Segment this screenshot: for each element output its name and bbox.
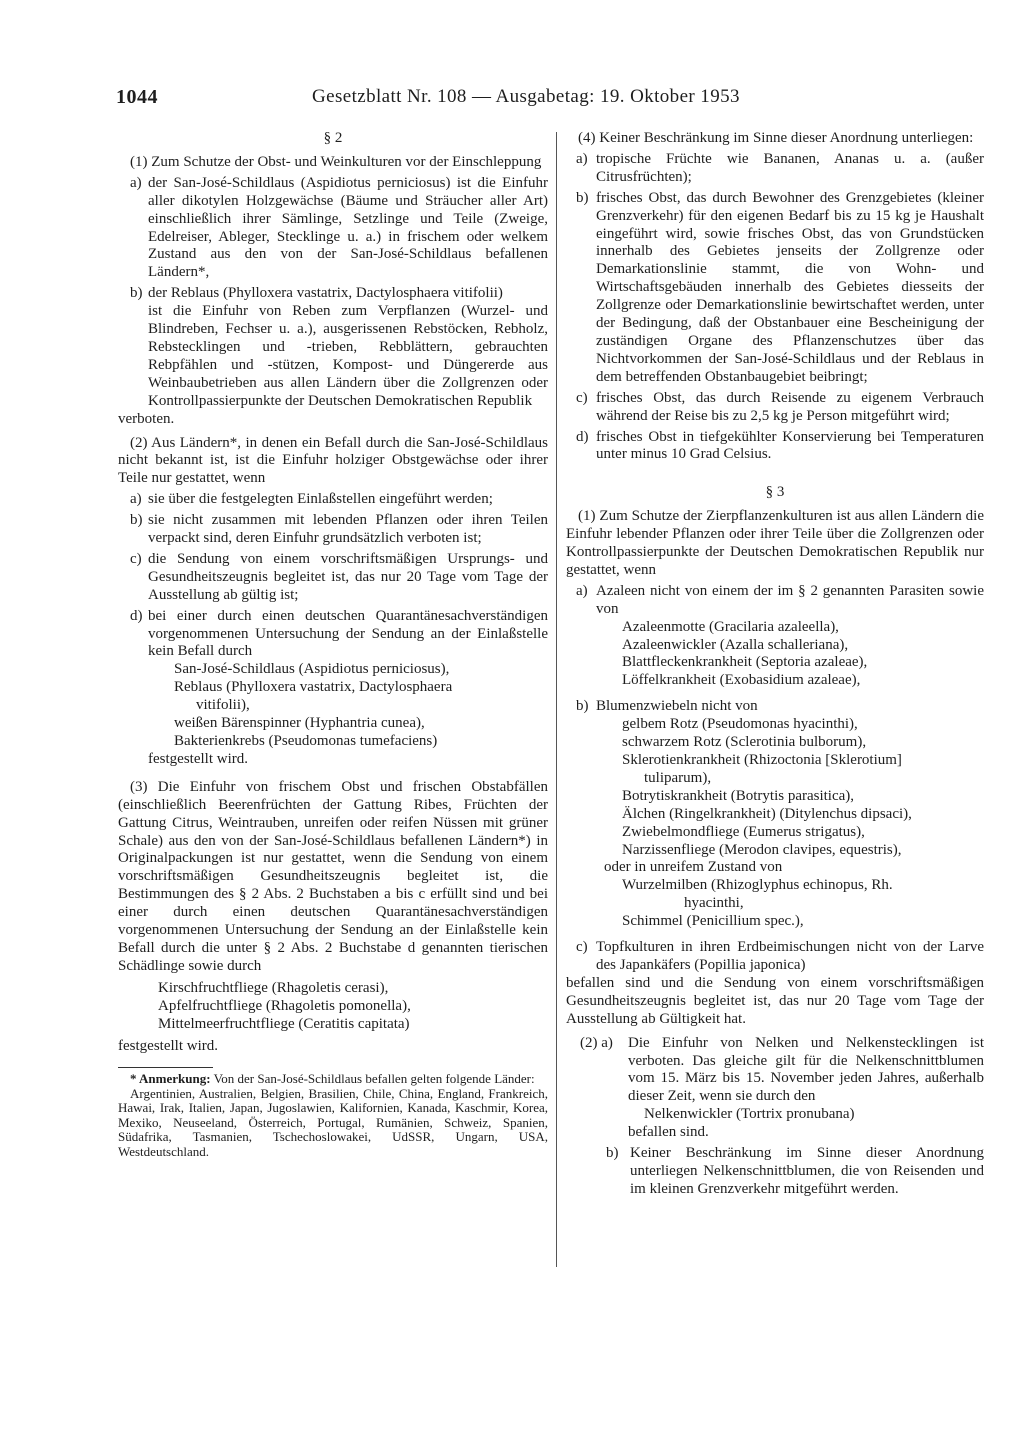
list-item [118,608,548,662]
paragraph-2-3: (3) Die Einfuhr von frischem Obst und frischen Obstabfällen (einschließlich Beerenfrüchten der Gattung Ribes, Früchten der Gattung Citrus, Weintrauben, unreifen oder reifen Nüssen mit grüner Schale) aus den von der San-José-Schildlaus befallenen Ländern*) in Originalpackungen ist nur gestattet, wenn die Sendung von einem vorschriftsmäßigen Gesundheitszeugnis begleitet ist, die Bestimmungen des § 2 Abs. 2 Buchstaben a bis c erfüllt sind und bei einer durch einen deutschen Quarantänesachverständigen vorgenommenen Untersuchung der Sendung an der Einlaßstelle kein Befall durch die unter § 2 Abs. 2 Buchstabe d genannten tierischen Schädlinge sowie durch [118,778,548,974]
item-text: der Reblaus (Phylloxera vastatrix, Dactylosphaera vitifolii) [148,285,503,302]
pest-entry: Schimmel (Penicillium spec.), [622,913,804,930]
item-label: a) [576,582,588,599]
paragraph-end: festgestellt wird. [118,1037,218,1054]
pest-entry: Zwiebelmondfliege (Eumerus strigatus), [622,823,865,840]
footnote-countries: Argentinien, Australien, Belgien, Brasilien, Chile, China, England, Frankreich, Hawai, Irak, Italien, Japan, Jugoslawien, Kalifornien, Kanada, Kaschmir, Korea, Mexiko, Neuseeland, Österreich, Portugal, Rumänien, Schweiz, Spanien, Südafrika, Tasmanien, Tschechoslowakei, UdSSR, Ungarn, USA, Westdeutschland. [118,1085,548,1159]
item-text: frisches Obst, das durch Reisende zu eigenem Verbrauch während der Reise bis zu 2,5 kg je Person mitgeführt wird; [596,389,984,424]
list-item [118,285,548,303]
pest-entry: weißen Bärenspinner (Hyphantria cunea), [174,715,425,732]
pest-entry: Reblaus (Phylloxera vastatrix, Dactylosphaera [174,679,453,696]
list-item [566,939,984,975]
item-label: b) [130,512,143,529]
footnote-label: * Anmerkung: [130,1071,211,1087]
pest-entry: Bakterienkrebs (Pseudomonas tumefaciens) [174,733,438,749]
list-item [566,1145,984,1199]
item-label: b) [576,189,589,206]
item-label: a) [130,491,142,508]
item-continuation: ist die Einfuhr von Reben zum Verpflanzen (Wurzel- und Blindreben, Fechser u. a.), ausgerissenen Rebstöcken, Rebholz, Rebstecklingen und -trieben, Rebblättern, gebrauchten Rebpfählen und -stützen, Kompost- und Düngererde aus Weinbaubetrieben aus allen Ländern über die Zollgrenzen oder Kontrollpassierpunkte der Deutschen Demokratischen Republik [148,303,548,409]
item-text: sie nicht zusammen mit lebenden Pflanzen oder ihren Teilen verpackt sind, deren Einfuhr grundsätzlich verboten ist; [148,512,548,547]
item-text: Blumenzwiebeln nicht von [596,698,758,715]
footnote-rule [118,1067,213,1068]
item-text: frisches Obst, das durch Bewohner des Grenzgebietes (kleiner Grenzverkehr) für den eigenen Bedarf bis zu 15 kg je Haushalt eingeführt wird, sowie frisches Obst, das von Grundstücken innerhalb des Gebietes jenseits der Zollgrenze oder Demarkationslinie stammt, die von Wohn- und Wirtschaftsgebäuden innerhalb des Gebietes diesseits der Zollgrenze oder Demarkationslinie bewirtschaftet werden, unter der Bedingung, daß der Obstanbauer eine Bescheinigung der zuständigen Organe des Pflanzenschutzes über das Nichtvorkommen der San-José-Schildlaus und der Reblaus in dem betreffenden Obstanbaugebiet beibringt; [596,189,984,385]
paragraph-2-1: (1) Zum Schutze der Obst- und Weinkulturen vor der Einschleppung [130,153,542,170]
item-label: (2) a) [580,1034,613,1051]
item-label: c) [130,550,142,567]
pest-entry: gelbem Rotz (Pseudomonas hyacinthi), [622,716,858,733]
page-header [116,86,796,112]
list-item [118,512,548,548]
item-label: a) [130,174,142,191]
list-item [566,151,984,187]
pest-entry: Sklerotienkrankheit (Rhizoctonia [Sklerotium] [622,752,902,768]
list-item [566,583,984,619]
item-text: bei einer durch einen deutschen Quarantänesachverständigen vorgenommenen Untersuchung der Sendung an der Einlaßstelle kein Befall durch [148,607,548,660]
pest-entry: Mittelmeerfruchtfliege (Ceratitis capitata) [158,1015,410,1032]
list-item [566,698,984,716]
right-column [566,130,984,1199]
item-label: b) [576,698,589,715]
footnote [118,1072,548,1159]
paragraph-3-1: (1) Zum Schutze der Zierpflanzenkulturen ist aus allen Ländern die Einfuhr lebender Pflanzen oder ihrer Teile über die Zollgrenzen oder Kontrollpassierpunkte der Deutschen Demokratischen Republik nur gestattet, wenn [566,508,984,578]
item-label: d) [130,607,143,624]
pest-entry: Älchen (Ringelkrankheit) (Ditylenchus dipsaci), [622,805,912,822]
item-text: Topfkulturen in ihren Erdbeimischungen nicht von der Larve des Japankäfers (Popillia japonica) [596,939,984,973]
pest-entry: Apfelfruchtfliege (Rhagoletis pomonella), [158,997,411,1014]
column-divider [556,132,557,1267]
item-label: a) [576,150,588,167]
list-item [118,551,548,605]
item-text: der San-José-Schildlaus (Aspidiotus perniciosus) ist die Einfuhr aller dikotylen Holzgewächse (Bäume und Sträucher aller Art) einschließlich ihrer Sämlinge, Setzlinge und Teile (Zweige, Edelreiser, Ableger, Stecklinge u. a.) in frischem oder welkem Zustand aus den von der San-José-Schildlaus befallenen Ländern*, [148,174,548,281]
item-end: befallen sind und die Sendung von einem vorschriftsmäßigen Gesundheitszeugnis begleitet ist, das nur 20 Tage vom Tage der Ausstellung ab Gültigkeit hat. [566,974,984,1027]
item-label: b) [606,1145,619,1162]
pest-entry: vitifolii), [196,697,250,714]
item-text: die Sendung von einem vorschriftsmäßigen Ursprungs- und Gesundheitszeugnis begleitet ist, das nur 20 Tage vom Tage der Ausstellung ab gültig ist; [148,550,548,603]
paragraph-2-4: (4) Keiner Beschränkung im Sinne dieser Anordnung unterliegen: [578,130,974,146]
paragraph-2-2: (2) Aus Ländern*, in denen ein Befall durch die San-José-Schildlaus nicht bekannt ist, ist die Einfuhr holziger Obstgewächse oder ihrer Teile nur gestattet, wenn [118,434,548,487]
pest-entry: Azaleenwickler (Azalla schalleriana), [622,636,849,653]
page-title: Gesetzblatt Nr. 108 — Ausgabetag: 19. Oktober 1953 [312,86,740,107]
pest-entry: Narzissenfliege (Merodon clavipes, equestris), [622,841,902,858]
item-text: Keiner Beschränkung im Sinne dieser Anordnung unterliegen Nelkenschnittblumen, die von Reisenden und im kleinen Grenzverkehr mitgeführt werden. [630,1145,984,1197]
pest-entry: Nelkenwickler (Tortrix pronubana) [644,1106,855,1123]
pest-entry: San-José-Schildlaus (Aspidiotus perniciosus), [174,661,450,678]
pest-entry: Blattfleckenkrankheit (Septoria azaleae), [622,654,868,671]
pest-entry: hyacinthi, [684,895,744,912]
item-or: oder in unreifem Zustand von [604,859,783,876]
list-item [566,1035,984,1107]
item-text: Azaleen nicht von einem der im § 2 genannten Parasiten sowie von [596,582,984,617]
list-item [566,190,984,387]
left-column [118,130,548,1159]
item-end: befallen sind. [628,1124,709,1141]
page-number: 1044 [116,86,158,108]
list-item [566,390,984,426]
list-item [566,429,984,465]
item-text: sie über die festgelegten Einlaßstellen eingeführt werden; [148,491,493,508]
list-item [118,175,548,282]
item-text: Die Einfuhr von Nelken und Nelkenstecklingen ist verboten. Das gleiche gilt für die Nelkenschnittblumen vom 15. März bis 15. November jeden Jahres, außerhalb dieser Zeit, wenn sie durch den [628,1034,984,1105]
paragraph-end: verboten. [118,410,175,427]
list-item [118,491,548,509]
section-heading-3: § 3 [765,484,785,501]
pest-entry: Löffelkrankheit (Exobasidium azaleae), [622,672,861,689]
item-end: festgestellt wird. [148,750,248,767]
item-label: c) [576,389,588,406]
pest-entry: Kirschfruchtfliege (Rhagoletis cerasi), [158,979,389,996]
pest-entry: schwarzem Rotz (Sclerotinia bulborum), [622,734,867,751]
section-heading-2: § 2 [323,130,343,146]
item-text: frisches Obst in tiefgekühlter Konservierung bei Temperaturen unter minus 10 Grad Celsius. [596,428,984,463]
item-label: c) [576,939,588,956]
pest-entry: Wurzelmilben (Rhizoglyphus echinopus, Rh. [622,877,893,894]
pest-entry: Azaleenmotte (Gracilaria azaleella), [622,618,839,635]
item-label: d) [576,428,589,445]
pest-entry: tuliparum), [644,769,712,786]
footnote-intro: Von der San-José-Schildlaus befallen gelten folgende Länder: [213,1071,535,1087]
pest-entry: Botrytiskrankheit (Botrytis parasitica), [622,787,855,804]
item-label: b) [130,285,143,302]
item-text: tropische Früchte wie Bananen, Ananas u. a. (außer Citrusfrüchten); [596,150,984,185]
